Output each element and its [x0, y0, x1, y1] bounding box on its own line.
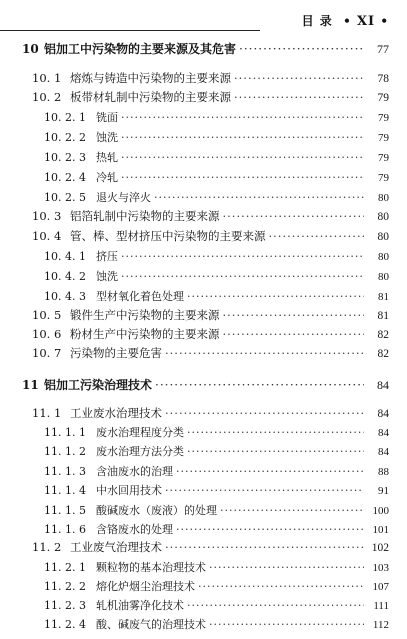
header-bullet-left: •: [343, 14, 352, 28]
toc-entry-number: 11. 1. 6: [44, 523, 86, 536]
toc-entry-number: 10. 2. 4: [44, 171, 86, 184]
header-label: 目 录: [301, 14, 333, 28]
toc-entry-title: 含油废水的治理: [96, 465, 173, 478]
toc-leader-dots: [121, 171, 364, 184]
toc-entry: [44, 248, 389, 264]
toc-entry-title: 蚀洗: [96, 270, 118, 283]
toc-entry-title: 冷轧: [96, 171, 118, 184]
toc-entry-number: 11. 1. 2: [44, 445, 86, 458]
toc-entry-number: 11. 2. 1: [44, 561, 86, 574]
toc-entry-number: 10. 4. 1: [44, 250, 86, 263]
toc-entry-title: 酸、碱废气的治理技术: [96, 618, 206, 631]
toc-entry: [44, 189, 389, 205]
toc-entry-title: 板带材轧制中污染物的主要来源: [70, 90, 231, 104]
toc-entry-number: 11. 2. 4: [44, 618, 86, 631]
toc-leader-dots: [220, 504, 364, 517]
toc-entry: [44, 149, 389, 165]
toc-entry: [44, 482, 389, 498]
toc-entry-number: 11. 1. 4: [44, 484, 86, 497]
toc-entry-page: 82: [377, 348, 389, 360]
toc-entry: [22, 40, 389, 57]
toc-leader-dots: [209, 561, 364, 574]
toc-entry-title: 污染物的主要危害: [70, 346, 162, 360]
toc-entry-title: 退火与淬火: [96, 191, 151, 204]
toc-entry-title: 废水治理方法分类: [96, 445, 184, 458]
toc-entry-title: 挤压: [96, 250, 118, 263]
toc-entry-number: 11: [22, 378, 39, 392]
toc-entry-number: 10. 3: [32, 209, 62, 223]
toc-entry: [44, 109, 389, 125]
toc-entry: [44, 129, 389, 145]
toc-leader-dots: [234, 90, 364, 104]
toc-entry-page: 80: [377, 231, 389, 243]
toc-leader-dots: [223, 209, 365, 223]
toc-entry: [32, 405, 389, 421]
toc-entry-page: 88: [378, 466, 389, 478]
toc-entry-page: 103: [372, 562, 389, 574]
toc-entry-page: 84: [378, 427, 389, 439]
toc-entry: [44, 169, 389, 185]
toc-entry: [32, 307, 389, 323]
toc-leader-dots: [223, 327, 365, 341]
toc-leader-dots: [198, 580, 364, 593]
toc-entry-number: 11. 2: [32, 540, 62, 554]
toc-entry: [44, 521, 389, 537]
toc-entry-number: 11. 1. 5: [44, 504, 86, 517]
toc-entry: [32, 539, 389, 555]
toc-entry-page: 80: [377, 211, 389, 223]
toc-leader-dots: [187, 290, 364, 303]
toc-entry-page: 79: [378, 132, 389, 144]
toc-entry-page: 82: [377, 329, 389, 341]
toc-entry-page: 100: [372, 505, 389, 517]
toc-entry: [44, 268, 389, 284]
toc-leader-dots: [269, 229, 365, 243]
toc-leader-dots: [187, 599, 364, 612]
toc-entry-number: 10. 2. 3: [44, 151, 86, 164]
toc-entry: [44, 578, 389, 594]
toc-entry-title: 熔化炉烟尘治理技术: [96, 580, 195, 593]
toc-entry-number: 10. 6: [32, 327, 62, 341]
toc-leader-dots: [209, 618, 364, 631]
toc-entry-page: 91: [378, 485, 389, 497]
toc-entry: [32, 228, 389, 244]
toc-leader-dots: [187, 426, 364, 439]
toc-entry-title: 轧机油雾净化技术: [96, 599, 184, 612]
toc-entry: [32, 208, 389, 224]
toc-entry-title: 热轧: [96, 151, 118, 164]
toc-leader-dots: [176, 465, 364, 478]
toc-entry-page: 81: [378, 291, 389, 303]
toc-leader-dots: [165, 484, 364, 497]
toc-leader-dots: [176, 523, 364, 536]
toc-entry: [32, 345, 389, 361]
toc-entry-title: 含铬废水的处理: [96, 523, 173, 536]
toc-entry-page: 81: [377, 310, 389, 322]
toc-entry-title: 熔炼与铸造中污染物的主要来源: [70, 71, 231, 85]
toc-entry-title: 蚀洗: [96, 131, 118, 144]
toc-entry-number: 10. 2. 1: [44, 111, 86, 124]
header-page-roman: XI: [356, 14, 376, 29]
toc-entry-number: 10. 5: [32, 308, 62, 322]
toc-entry-page: 111: [373, 600, 389, 612]
toc-entry: [32, 89, 389, 105]
toc-leader-dots: [234, 71, 364, 85]
toc-entry-page: 107: [372, 581, 389, 593]
header-bullet-right: •: [380, 14, 389, 28]
toc-entry-page: 84: [377, 408, 389, 420]
toc-entry-title: 管、棒、型材挤压中污染物的主要来源: [70, 229, 266, 243]
toc-entry-page: 80: [378, 271, 389, 283]
toc-leader-dots: [121, 250, 364, 263]
toc-entry-title: 酸碱废水（废液）的处理: [96, 504, 217, 517]
toc-entry-number: 10. 2: [32, 90, 62, 104]
toc-entry-title: 中水回用技术: [96, 484, 162, 497]
toc-entry: [32, 326, 389, 342]
toc-entry-title: 锻件生产中污染物的主要来源: [70, 308, 220, 322]
toc-leader-dots: [165, 540, 364, 554]
toc-entry: [44, 424, 389, 440]
header-rule: [0, 30, 260, 31]
toc-leader-dots: [121, 151, 364, 164]
toc-leader-dots: [165, 346, 364, 360]
toc-leader-dots: [121, 270, 364, 283]
toc-entry-page: 112: [372, 619, 389, 631]
toc-entry-number: 11. 2. 3: [44, 599, 86, 612]
toc-entry-page: 79: [378, 172, 389, 184]
toc-entry: [44, 463, 389, 479]
toc-entry-title: 铝加工中污染物的主要来源及其危害: [44, 42, 237, 56]
toc-entry: [44, 597, 389, 613]
page-header: [0, 0, 407, 40]
toc-leader-dots: [187, 445, 364, 458]
toc-leader-dots: [239, 42, 364, 56]
toc-entry: [44, 288, 389, 304]
toc-entry: [44, 559, 389, 575]
toc-entry-title: 铝加工污染治理技术: [44, 378, 153, 392]
toc-entry-page: 78: [377, 73, 389, 85]
toc-entry-page: 77: [377, 42, 389, 56]
toc-entry-page: 84: [377, 378, 389, 392]
toc-entry-page: 101: [372, 524, 389, 536]
toc-entry-page: 79: [378, 112, 389, 124]
toc-leader-dots: [165, 406, 364, 420]
toc-entry: [44, 502, 389, 518]
toc-entry-page: 80: [378, 192, 389, 204]
toc-entry-number: 11. 1. 1: [44, 426, 86, 439]
toc-leader-dots: [121, 131, 364, 144]
toc-entry: [32, 70, 389, 86]
toc-entry-number: 10. 2. 2: [44, 131, 86, 144]
toc-entry-number: 10. 4. 3: [44, 290, 86, 303]
toc-entry-title: 工业废水治理技术: [70, 406, 162, 420]
toc-entry: [22, 376, 389, 393]
toc-entry-page: 80: [378, 251, 389, 263]
toc-entry-number: 11. 2. 2: [44, 580, 86, 593]
toc-entry-page: 79: [377, 92, 389, 104]
toc-entry-number: 11. 1: [32, 406, 62, 420]
toc-entry-page: 102: [371, 542, 389, 554]
toc-entry-title: 颗粒物的基本治理技术: [96, 561, 206, 574]
toc-entry-title: 废水治理程度分类: [96, 426, 184, 439]
toc-entry-title: 工业废气治理技术: [70, 540, 162, 554]
toc-entry-page: 79: [378, 152, 389, 164]
toc-entry-number: 10. 2. 5: [44, 191, 86, 204]
toc-entry: [44, 443, 389, 459]
toc-entry-number: 10. 1: [32, 71, 62, 85]
toc-leader-dots: [155, 378, 364, 392]
toc-entry-title: 铣面: [96, 111, 118, 124]
toc-entry-number: 11. 1. 3: [44, 465, 86, 478]
toc-leader-dots: [121, 111, 364, 124]
toc-leader-dots: [223, 308, 365, 322]
header-text: [302, 12, 389, 29]
toc-leader-dots: [154, 191, 364, 204]
toc-entry-title: 粉材生产中污染物的主要来源: [70, 327, 220, 341]
toc-entry: [44, 616, 389, 632]
toc-entry-title: 铝箔轧制中污染物的主要来源: [70, 209, 220, 223]
toc-entry-page: 84: [378, 446, 389, 458]
toc-entry-number: 10. 4: [32, 229, 62, 243]
toc-entry-number: 10. 4. 2: [44, 270, 86, 283]
toc-entry-number: 10. 7: [32, 346, 62, 360]
toc-entry-title: 型材氧化着色处理: [96, 290, 184, 303]
toc-entry-number: 10: [22, 42, 39, 56]
